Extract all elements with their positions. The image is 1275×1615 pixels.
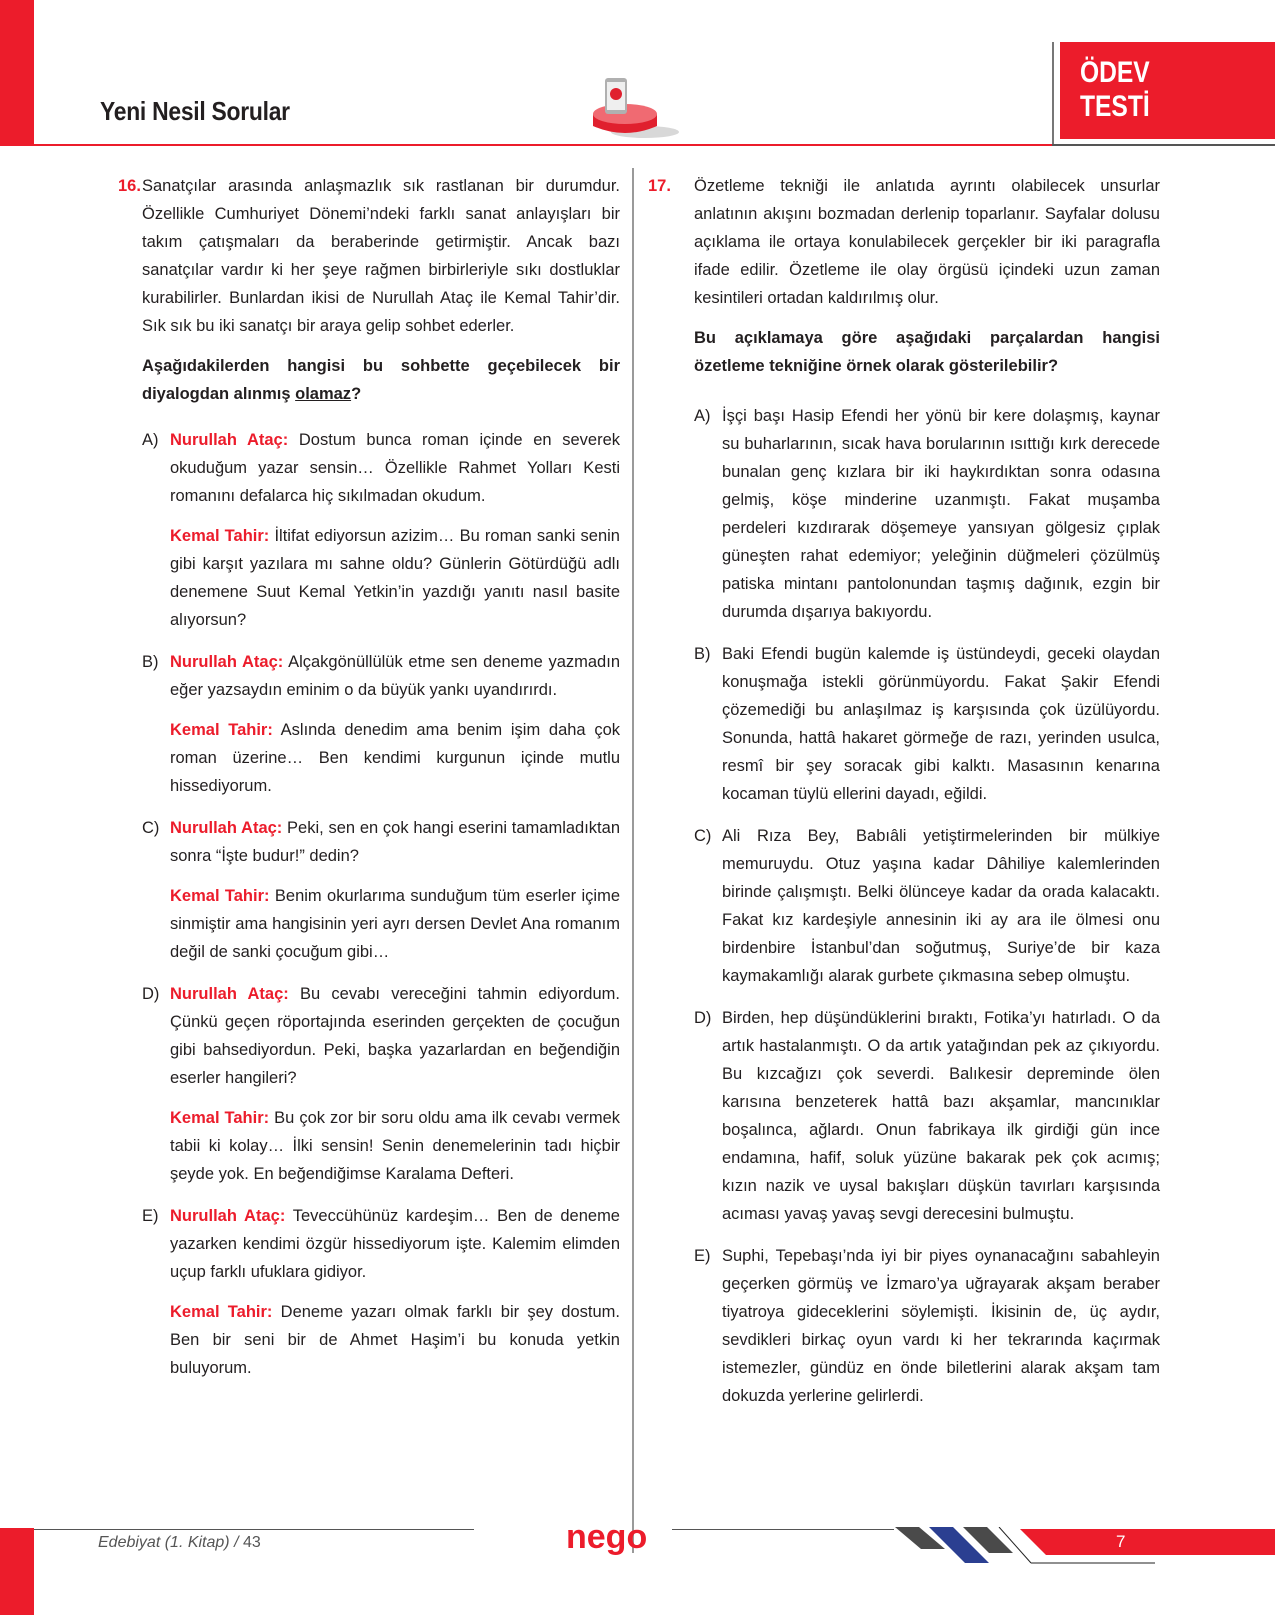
speaker-name: Nurullah Ataç: <box>170 653 284 671</box>
option-text: Birden, hep düşündüklerini bıraktı, Fotika’yı hatırladı. O da artık hastalanmıştı. O da artık yatağından pek az çıkıyordu. Bu kızcağızı çok severdi. Balıkesir depreminde ölen karısına benzeterek hattâ bazı akşamlar, mancınıklar boşalınca, ağlardı. Onun fabrikaya ilk girdiği gün ince endamına, hafif, soluk yüzüne bakarak pek çok acımış; kızın nazik ve uysal bakışları düşkün tavırları karşısında acıması yavaş yavaş sevgi derecesini bulmuştu. <box>722 1009 1160 1223</box>
dialogue-text: Deneme yazarı olmak farklı bir şey dostum. Ben bir seni bir de Ahmet Haşim’i bu konuda yetkin buluyorum. <box>170 1303 620 1377</box>
page-number: 7 <box>1116 1532 1126 1551</box>
option-e[interactable] <box>142 1202 620 1382</box>
book-title: Edebiyat (1. Kitap) <box>98 1534 230 1551</box>
dialogue-text: Bu çok zor bir soru oldu ama ilk cevabı vermek tabii ki kolay… İlki sensin! Senin denemelerinin tadı hiçbir şeyde yok. En beğendiğimse Karalama Defteri. <box>170 1109 620 1183</box>
dialogue-text: Bu cevabı vereceğini tahmin ediyordum. Çünkü geçen röportajında eserinden gerçekten de çocuğun gibi bahsediyordun. Peki, başka yazarlardan en beğendiğin eserler hangileri? <box>170 985 620 1087</box>
question-17 <box>648 172 1160 1410</box>
question-stem: Sanatçılar arasında anlaşmazlık sık rastlanan bir durumdur. Özellikle Cumhuriyet Dönemi’ndeki farklı sanat anlayışları bir takım çatışmaları da beraberinde getirmiştir. Ancak bazı sanatçılar vardır ki her şeye rağmen birbirleriyle sıkı dostluklar kurabilirler. Bunlardan ikisi de Nurullah Ataç ile Kemal Tahir’dir. Sık sık bu iki sanatçı bir araya gelip sohbet ederler. <box>142 177 620 335</box>
dialogue-line <box>170 980 620 1092</box>
dialogue-line <box>170 426 620 510</box>
badge-divider <box>1052 42 1054 146</box>
option-letter: C) <box>694 827 712 845</box>
dialogue-text: Peki, sen en çok hangi eserini tamamladıktan sonra “İşte budur!” dedin? <box>170 819 620 865</box>
phone-on-pedestal-icon <box>585 74 685 140</box>
option-text: Suphi, Tepebaşı’nda iyi bir piyes oynanacağını sabahleyin geçerken görmüş ve İzmaro’ya uğrayarak akşam beraber tiyatroya gideceklerini söylemişti. İkisinin de, üç aydır, sevdikleri birkaç oyun vardı ki her tekrarında kaçırmak istemezler, gündüz en önde biletlerini alarak akşam tam dokuzda yerlerine gelirlerdi. <box>722 1247 1160 1405</box>
option-letter: E) <box>142 1207 159 1225</box>
phone-logo <box>610 88 622 100</box>
dialogue-text: Dostum bunca roman içinde en severek okuduğum yazar sensin… Özellikle Rahmet Yolları Kesti romanını defalarca hiç sıkılmadan okudum. <box>170 431 620 505</box>
option-text: Ali Rıza Bey, Babıâli yetiştirmelerinden bir mülkiye memuruydu. Otuz yaşına kadar Dâhiliye kalemlerinden birinde çalışmıştı. Belki ölünceye kadar da orada kalacaktı. Fakat kız kardeşiyle annesinin iki ay ara ile ölmesi onu birdenbire İstanbul’dan soğutmuş, Suriye’de bir kaza kaymakamlığı alarak gurbete çıkmasına sebep olmuştu. <box>722 827 1160 985</box>
dialogue-line <box>170 522 620 634</box>
option-a[interactable] <box>694 402 1160 626</box>
option-e[interactable] <box>694 1242 1160 1410</box>
speaker-name: Kemal Tahir: <box>170 527 270 545</box>
prompt-end: ? <box>351 385 362 403</box>
dialogue-text: Teveccühünüz kardeşim… Ben de deneme yazarken kendimi özgür hissediyorum işte. Kalemim elimden uçup farklı ufuklara gidiyor. <box>170 1207 620 1281</box>
answer-options <box>694 402 1160 1410</box>
question-stem: Özetleme tekniği ile anlatıda ayrıntı olabilecek unsurlar anlatının akışını bozmadan derlenip toparlanır. Sayfalar dolusu açıklama ile ortaya konulabilecek gerçekler bir iki paragrafla ifade edilir. Özetleme ile olay örgüsü içindeki uzun zaman kesintileri ortadan kaldırılmış olur. <box>694 177 1160 307</box>
question-number: 17. <box>648 177 671 195</box>
book-page-number: 43 <box>242 1534 261 1551</box>
option-b[interactable] <box>142 648 620 800</box>
badge-underline <box>1052 144 1275 146</box>
option-a[interactable] <box>142 426 620 634</box>
footer-line <box>672 1529 894 1530</box>
dialogue-line <box>170 648 620 704</box>
speaker-name: Kemal Tahir: <box>170 1303 273 1321</box>
option-letter: E) <box>694 1247 711 1265</box>
speaker-name: Kemal Tahir: <box>170 1109 270 1127</box>
question-16 <box>96 172 620 1382</box>
red-side-bar-bottom <box>0 1528 34 1615</box>
option-c[interactable] <box>142 814 620 966</box>
footer-line <box>34 1529 474 1530</box>
dialogue-line <box>170 882 620 966</box>
dialogue-text: Benim okurlarıma sunduğum tüm eserler içime sinmiştir ama hangisinin yeri ayrı dersen Devlet Ana romanım değil de sanki çocuğum gibi… <box>170 887 620 961</box>
speaker-name: Nurullah Ataç: <box>170 431 289 449</box>
separator: / <box>229 1534 243 1551</box>
dialogue-line <box>170 1104 620 1188</box>
red-side-bar-top <box>0 0 34 146</box>
dialogue-text: Alçakgönüllülük etme sen deneme yazmadın eğer yazsaydın eminim o da büyük yankı uyandırırdı. <box>170 653 620 699</box>
speaker-name: Nurullah Ataç: <box>170 985 289 1003</box>
option-d[interactable] <box>142 980 620 1188</box>
homework-test-badge <box>1060 42 1275 139</box>
page-number-tab <box>1020 1529 1275 1555</box>
dialogue-line <box>170 814 620 870</box>
option-letter: B) <box>142 653 159 671</box>
logo-text: nego <box>566 1518 648 1556</box>
dialogue-text: Aslında denedim ama benim işim daha çok roman üzerine… Ben kendimi kurgunun içinde mutlu hissediyorum. <box>170 721 621 795</box>
dialogue-text: İltifat ediyorsun azizim… Bu roman sanki senin gibi karşıt yazılara mı sahne oldu? Günlerin Götürdüğü adlı denemene Suut Kemal Yetkin’in yazdığı yanıtı nasıl basite alıyorsun? <box>170 527 620 629</box>
option-letter: D) <box>142 985 160 1003</box>
header-divider <box>34 144 1054 146</box>
option-text: İşçi başı Hasip Efendi her yönü bir kere dolaşmış, kaynar su buharlarının, sıcak hava borularının ısıttığı kırk derecede bunalan genç kızlara bir iki haykırdıktan sonra odasına gelmiş, köşe minderine uzanmıştı. Fakat muşamba perdeleri kızdırarak döşemeye yansıyan gölgesiz çıplak güneşten rahat edemiyor; yeleğinin düğmeleri çözülmüş patiska mintanı pantolonundan taşmış dağınık, ezgin bir durumda dışarıya bakıyordu. <box>722 407 1160 621</box>
footer-book-reference <box>98 1534 261 1552</box>
option-b[interactable] <box>694 640 1160 808</box>
option-d[interactable] <box>694 1004 1160 1228</box>
badge-line-1: ÖDEV <box>1080 56 1150 89</box>
badge-line-2: TESTİ <box>1080 90 1150 123</box>
option-letter: A) <box>142 431 159 449</box>
speaker-name: Nurullah Ataç: <box>170 819 283 837</box>
prompt-emphasis: olamaz <box>295 385 352 403</box>
speaker-name: Kemal Tahir: <box>170 721 273 739</box>
option-letter: A) <box>694 407 711 425</box>
speaker-name: Nurullah Ataç: <box>170 1207 286 1225</box>
answer-options <box>142 426 620 1382</box>
option-letter: D) <box>694 1009 712 1027</box>
page-title: Yeni Nesil Sorular <box>100 96 290 126</box>
question-number: 16. <box>118 177 141 195</box>
question-prompt: Bu açıklamaya göre aşağıdaki parçalardan hangisi özetleme tekniğine örnek olarak gösterilebilir? <box>694 329 1160 375</box>
nego-logo-icon <box>560 1512 672 1558</box>
option-letter: C) <box>142 819 160 837</box>
option-c[interactable] <box>694 822 1160 990</box>
option-letter: B) <box>694 645 711 663</box>
speaker-name: Kemal Tahir: <box>170 887 270 905</box>
dialogue-line <box>170 1202 620 1286</box>
column-divider <box>632 168 634 1553</box>
dialogue-line <box>170 1298 620 1382</box>
prompt-text: Aşağıdakilerden hangisi bu sohbette geçebilecek bir diyalogdan alınmış <box>142 357 620 403</box>
option-text: Baki Efendi bugün kalemde iş üstündeydi, geceki olaydan konuşmağa istekli görünmüyordu. Fakat Şakir Efendi çözemediği bu anlaşılmaz iş karşısında çok üzülüyordu. Sonunda, hattâ hakaret görmeğe de razı, yerinden usulca, resmî bir şey soracak gibi kalktı. Masasının kenarına kocaman tüylü ellerini dayadı, eğildi. <box>722 645 1160 803</box>
dialogue-line <box>170 716 620 800</box>
question-prompt <box>142 352 620 408</box>
